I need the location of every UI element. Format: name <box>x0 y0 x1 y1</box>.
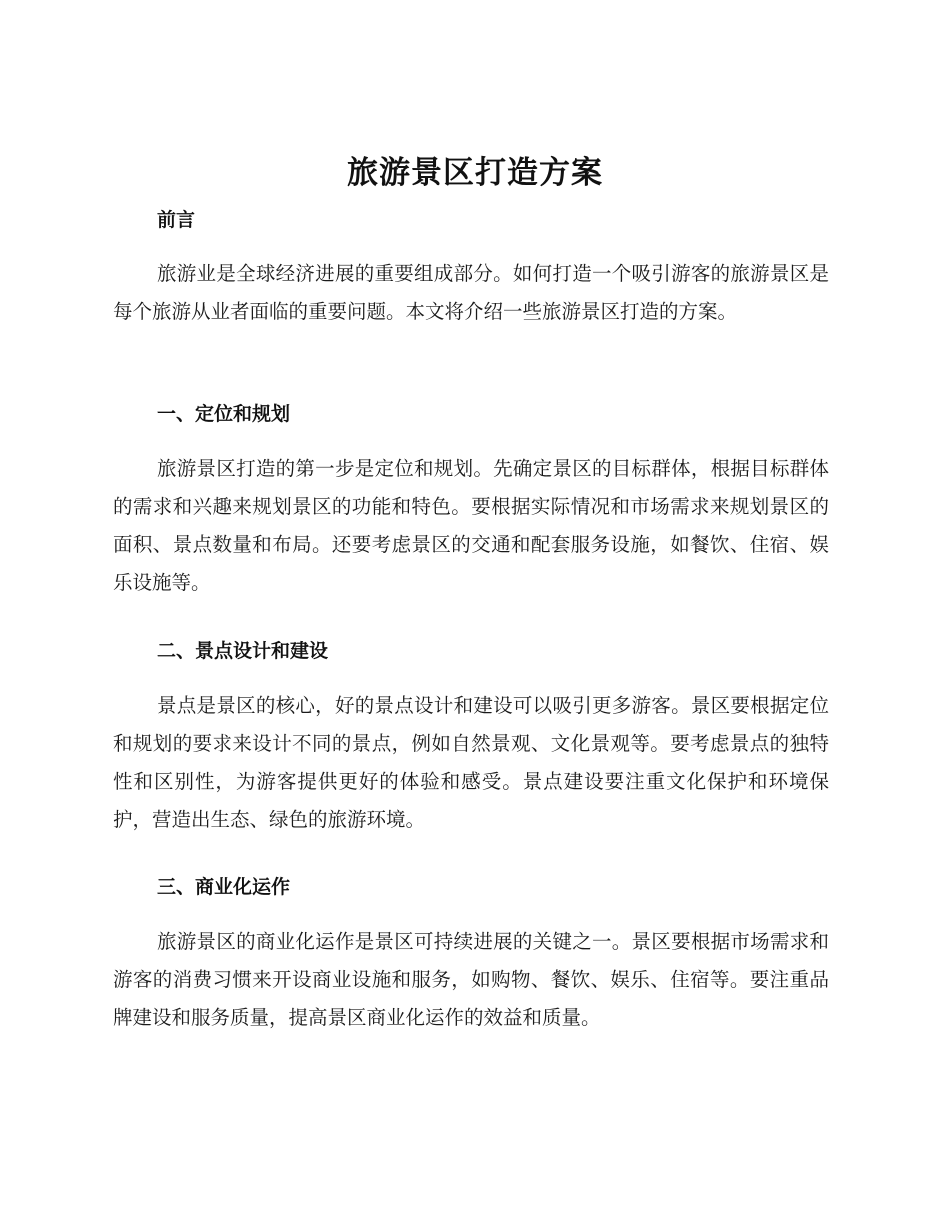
section-heading-positioning: 一、定位和规划 <box>157 403 291 425</box>
section-body-attractions: 景点是景区的核心，好的景点设计和建设可以吸引更多游客。景区要根据定位和规划的要求来设计不同的景点，例如自然景观、文化景观等。要考虑景点的独特性和区别性，为游客提供更好的体验和感受。景点建设要注重文化保护和环境保护，营造出生态、绿色的旅游环境。 <box>113 694 829 831</box>
section-heading-preface: 前言 <box>157 209 196 231</box>
section-body-preface: 旅游业是全球经济进展的重要组成部分。如何打造一个吸引游客的旅游景区是每个旅游从业者面临的重要问题。本文将介绍一些旅游景区打造的方案。 <box>113 262 829 323</box>
document-title: 旅游景区打造方案 <box>347 155 603 191</box>
section-body-commercial: 旅游景区的商业化运作是景区可持续进展的关键之一。景区要根据市场需求和游客的消费习惯来开设商业设施和服务，如购物、餐饮、娱乐、住宿等。要注重品牌建设和服务质量，提高景区商业化运作的效益和质量。 <box>113 930 829 1029</box>
section-heading-commercial: 三、商业化运作 <box>157 876 291 898</box>
section-heading-attractions: 二、景点设计和建设 <box>157 640 329 662</box>
section-body-positioning: 旅游景区打造的第一步是定位和规划。先确定景区的目标群体，根据目标群体的需求和兴趣来规划景区的功能和特色。要根据实际情况和市场需求来规划景区的面积、景点数量和布局。还要考虑景区的交通和配套服务设施，如餐饮、住宿、娱乐设施等。 <box>113 457 829 594</box>
